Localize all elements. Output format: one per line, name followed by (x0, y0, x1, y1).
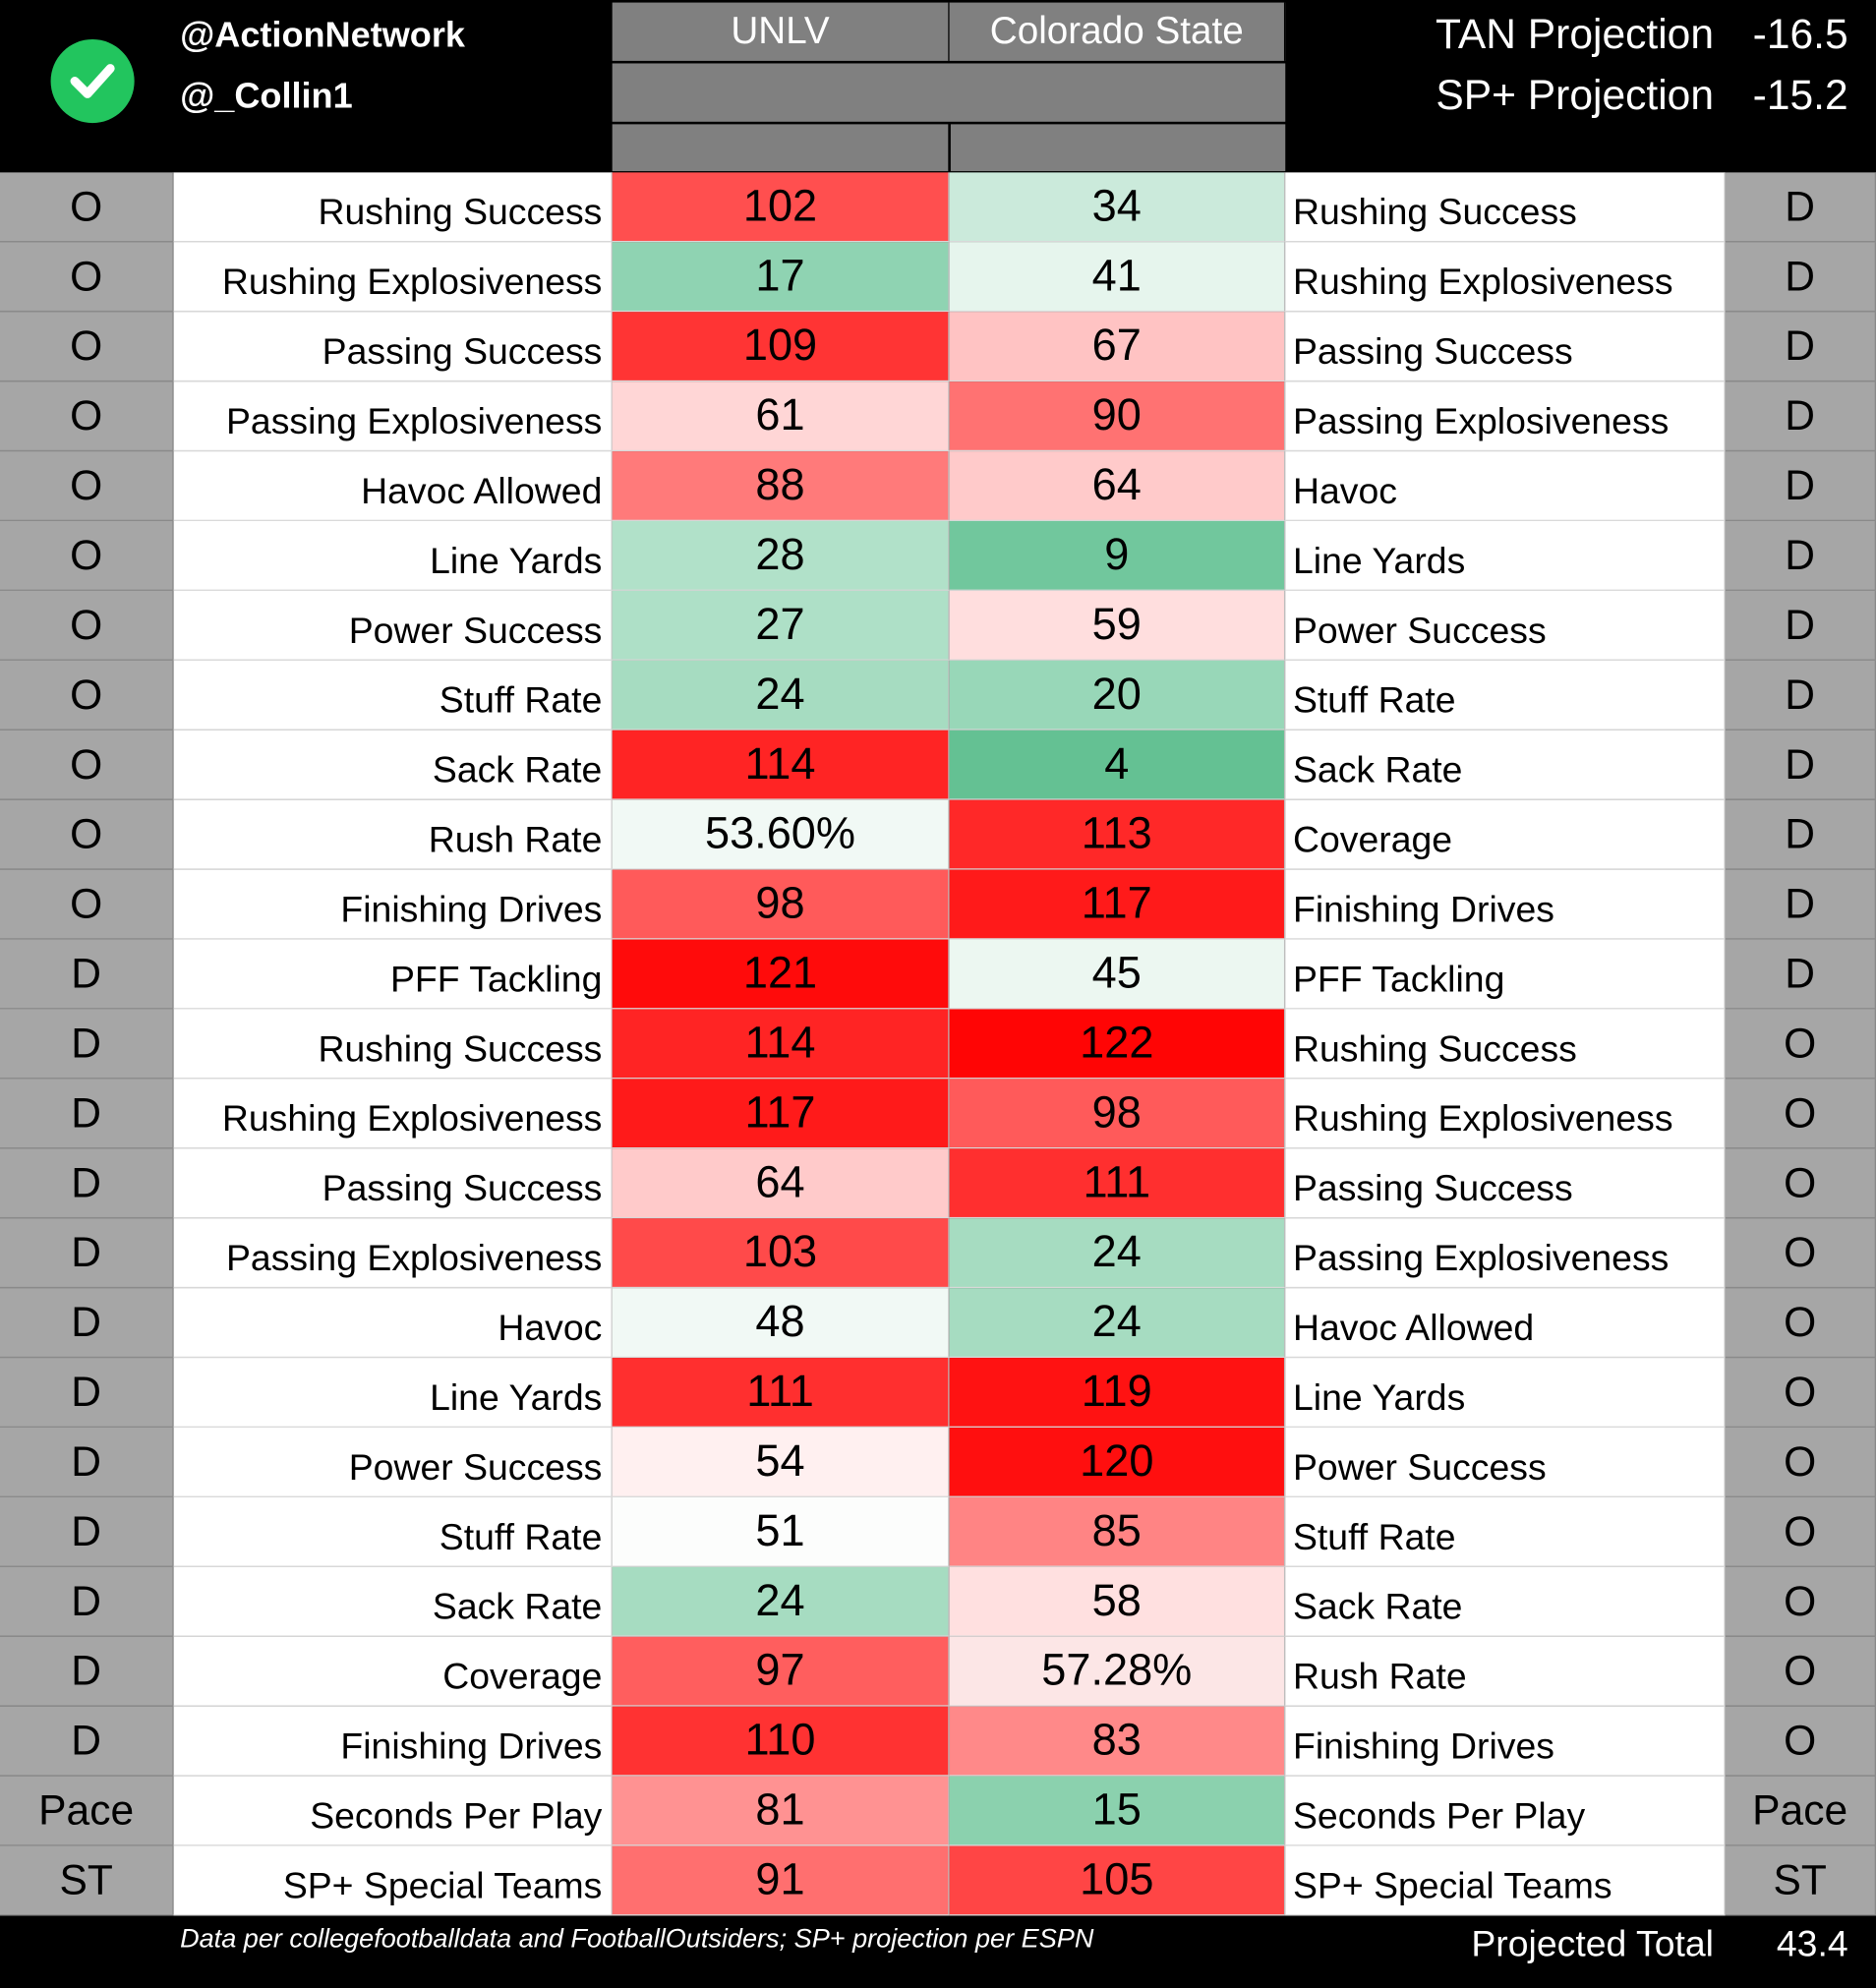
side-label-left: D (0, 1637, 174, 1707)
side-label-right: D (1726, 870, 1876, 940)
metric-label-right: Rushing Success (1285, 172, 1725, 242)
team-header-left: UNLV (613, 3, 950, 61)
side-label-right: O (1726, 1428, 1876, 1497)
metric-label-right: Rush Rate (1285, 1637, 1725, 1707)
unlv-value: 121 (613, 940, 950, 1010)
metric-label-left: Rushing Explosiveness (174, 1079, 613, 1148)
metric-label-right: Passing Explosiveness (1285, 381, 1725, 451)
unlv-value: 61 (613, 381, 950, 451)
colorado-state-value: 122 (950, 1009, 1286, 1079)
metric-label-right: PFF Tackling (1285, 940, 1725, 1010)
table-row (0, 1358, 1876, 1428)
side-label-left: ST (0, 1846, 174, 1916)
table-row (0, 731, 1876, 800)
metric-label-left: Coverage (174, 1637, 613, 1707)
metric-label-right: Rushing Explosiveness (1285, 242, 1725, 312)
colorado-state-value: 9 (950, 521, 1286, 591)
unlv-value: 48 (613, 1288, 950, 1358)
unlv-value: 117 (613, 1079, 950, 1148)
metric-label-right: Line Yards (1285, 521, 1725, 591)
metric-label-left: Line Yards (174, 1358, 613, 1428)
metric-label-right: Passing Success (1285, 312, 1725, 381)
side-label-left: O (0, 661, 174, 731)
metric-label-left: Rush Rate (174, 800, 613, 870)
table-row (0, 381, 1876, 451)
metric-label-right: Finishing Drives (1285, 1707, 1725, 1777)
unlv-value: 53.60% (613, 800, 950, 870)
metric-label-left: Sack Rate (174, 731, 613, 800)
colorado-state-value: 119 (950, 1358, 1286, 1428)
metric-label-right: Power Success (1285, 1428, 1725, 1497)
side-label-left: D (0, 1358, 174, 1428)
side-label-left: O (0, 800, 174, 870)
unlv-value: 28 (613, 521, 950, 591)
metric-label-left: Havoc Allowed (174, 451, 613, 521)
table-row (0, 1497, 1876, 1567)
projected-total-label: Projected Total (1471, 1924, 1714, 1965)
side-label-left: D (0, 1218, 174, 1288)
unlv-value: 54 (613, 1428, 950, 1497)
unlv-value: 51 (613, 1497, 950, 1567)
colorado-state-value: 64 (950, 451, 1286, 521)
tan-projection-label: TAN Projection (1436, 10, 1714, 58)
metric-label-right: Sack Rate (1285, 1567, 1725, 1637)
colorado-state-value: 41 (950, 242, 1286, 312)
metric-label-right: SP+ Special Teams (1285, 1846, 1725, 1916)
table-row (0, 940, 1876, 1010)
colorado-state-value: 67 (950, 312, 1286, 381)
side-label-right: D (1726, 381, 1876, 451)
side-label-right: D (1726, 661, 1876, 731)
side-label-right: O (1726, 1009, 1876, 1079)
side-label-right: O (1726, 1218, 1876, 1288)
table-row (0, 521, 1876, 591)
metric-label-left: Passing Success (174, 312, 613, 381)
side-label-right: O (1726, 1358, 1876, 1428)
metric-label-right: Stuff Rate (1285, 661, 1725, 731)
side-label-left: D (0, 940, 174, 1010)
metric-label-right: Coverage (1285, 800, 1725, 870)
metric-label-left: Rushing Success (174, 1009, 613, 1079)
header-band-right (951, 124, 1285, 171)
colorado-state-value: 20 (950, 661, 1286, 731)
metric-label-right: Sack Rate (1285, 731, 1725, 800)
handle-action-network: @ActionNetwork (180, 15, 465, 55)
side-label-left: O (0, 381, 174, 451)
side-label-right: D (1726, 451, 1876, 521)
metric-label-left: Power Success (174, 1428, 613, 1497)
table-row (0, 800, 1876, 870)
side-label-right: D (1726, 521, 1876, 591)
metric-label-left: Sack Rate (174, 1567, 613, 1637)
table-row (0, 242, 1876, 312)
table-row (0, 1428, 1876, 1497)
metric-label-left: SP+ Special Teams (174, 1846, 613, 1916)
colorado-state-value: 90 (950, 381, 1286, 451)
side-label-right: O (1726, 1567, 1876, 1637)
colorado-state-value: 24 (950, 1218, 1286, 1288)
unlv-value: 24 (613, 1567, 950, 1637)
side-label-right: D (1726, 940, 1876, 1010)
metric-label-left: PFF Tackling (174, 940, 613, 1010)
side-label-right: O (1726, 1497, 1876, 1567)
unlv-value: 114 (613, 1009, 950, 1079)
side-label-left: O (0, 312, 174, 381)
unlv-value: 17 (613, 242, 950, 312)
table-row (0, 1846, 1876, 1916)
side-label-right: D (1726, 172, 1876, 242)
colorado-state-value: 98 (950, 1079, 1286, 1148)
sp-projection-value: -15.2 (1752, 71, 1848, 118)
colorado-state-value: 4 (950, 731, 1286, 800)
side-label-right: D (1726, 312, 1876, 381)
colorado-state-value: 58 (950, 1567, 1286, 1637)
table-row (0, 172, 1876, 242)
colorado-state-value: 111 (950, 1148, 1286, 1218)
side-label-left: D (0, 1079, 174, 1148)
metric-label-left: Passing Explosiveness (174, 381, 613, 451)
side-label-left: Pace (0, 1777, 174, 1846)
table-row (0, 1707, 1876, 1777)
metric-label-left: Finishing Drives (174, 870, 613, 940)
metric-label-left: Passing Explosiveness (174, 1218, 613, 1288)
side-label-left: O (0, 242, 174, 312)
handle-collin: @_Collin1 (180, 76, 353, 116)
side-label-left: O (0, 172, 174, 242)
metric-label-left: Rushing Success (174, 172, 613, 242)
unlv-value: 109 (613, 312, 950, 381)
unlv-value: 97 (613, 1637, 950, 1707)
side-label-right: D (1726, 731, 1876, 800)
metric-label-left: Finishing Drives (174, 1707, 613, 1777)
check-badge-icon (51, 39, 135, 123)
metric-label-right: Stuff Rate (1285, 1497, 1725, 1567)
side-label-left: D (0, 1567, 174, 1637)
unlv-value: 27 (613, 591, 950, 661)
side-label-left: O (0, 521, 174, 591)
side-label-left: D (0, 1707, 174, 1777)
unlv-value: 111 (613, 1358, 950, 1428)
unlv-value: 110 (613, 1707, 950, 1777)
side-label-right: D (1726, 591, 1876, 661)
tan-projection-value: -16.5 (1752, 10, 1848, 58)
data-source-note: Data per collegefootballdata and FootballOutsiders; SP+ projection per ESPN (180, 1924, 1094, 1955)
side-label-left: D (0, 1148, 174, 1218)
side-label-left: O (0, 870, 174, 940)
colorado-state-value: 105 (950, 1846, 1286, 1916)
projected-total-value: 43.4 (1776, 1924, 1848, 1965)
side-label-right: O (1726, 1637, 1876, 1707)
unlv-value: 114 (613, 731, 950, 800)
side-label-right: O (1726, 1288, 1876, 1358)
table-row (0, 1777, 1876, 1846)
table-row (0, 870, 1876, 940)
metric-label-right: Havoc Allowed (1285, 1288, 1725, 1358)
side-label-right: O (1726, 1148, 1876, 1218)
colorado-state-value: 45 (950, 940, 1286, 1010)
colorado-state-value: 117 (950, 870, 1286, 940)
side-label-right: D (1726, 800, 1876, 870)
side-label-left: D (0, 1428, 174, 1497)
metric-label-right: Line Yards (1285, 1358, 1725, 1428)
table-row (0, 1567, 1876, 1637)
unlv-value: 24 (613, 661, 950, 731)
colorado-state-value: 15 (950, 1777, 1286, 1846)
team-header-right: Colorado State (950, 3, 1286, 61)
side-label-right: O (1726, 1079, 1876, 1148)
colorado-state-value: 83 (950, 1707, 1286, 1777)
side-label-left: D (0, 1288, 174, 1358)
unlv-value: 98 (613, 870, 950, 940)
colorado-state-value: 59 (950, 591, 1286, 661)
colorado-state-value: 113 (950, 800, 1286, 870)
colorado-state-value: 57.28% (950, 1637, 1286, 1707)
unlv-value: 88 (613, 451, 950, 521)
side-label-left: O (0, 451, 174, 521)
side-label-right: O (1726, 1707, 1876, 1777)
metric-label-left: Stuff Rate (174, 661, 613, 731)
colorado-state-value: 24 (950, 1288, 1286, 1358)
table-row (0, 661, 1876, 731)
metric-label-right: Passing Success (1285, 1148, 1725, 1218)
metric-label-right: Finishing Drives (1285, 870, 1725, 940)
metric-label-right: Power Success (1285, 591, 1725, 661)
metric-label-left: Passing Success (174, 1148, 613, 1218)
table-row (0, 1288, 1876, 1358)
table-row (0, 1218, 1876, 1288)
table-row (0, 591, 1876, 661)
unlv-value: 81 (613, 1777, 950, 1846)
side-label-left: O (0, 731, 174, 800)
metric-label-right: Rushing Success (1285, 1009, 1725, 1079)
colorado-state-value: 34 (950, 172, 1286, 242)
metric-label-left: Stuff Rate (174, 1497, 613, 1567)
unlv-value: 91 (613, 1846, 950, 1916)
sp-projection-label: SP+ Projection (1436, 71, 1714, 118)
header-band-left (613, 124, 949, 171)
table-row (0, 1637, 1876, 1707)
table-row (0, 1009, 1876, 1079)
metric-label-right: Havoc (1285, 451, 1725, 521)
metric-label-left: Power Success (174, 591, 613, 661)
side-label-left: D (0, 1009, 174, 1079)
table-row (0, 312, 1876, 381)
colorado-state-value: 120 (950, 1428, 1286, 1497)
unlv-value: 64 (613, 1148, 950, 1218)
side-label-left: D (0, 1497, 174, 1567)
metric-label-left: Rushing Explosiveness (174, 242, 613, 312)
table-row (0, 1079, 1876, 1148)
header-band-middle (613, 63, 1286, 121)
table-row (0, 451, 1876, 521)
side-label-right: ST (1726, 1846, 1876, 1916)
metric-label-right: Rushing Explosiveness (1285, 1079, 1725, 1148)
unlv-value: 103 (613, 1218, 950, 1288)
metric-label-left: Havoc (174, 1288, 613, 1358)
side-label-right: Pace (1726, 1777, 1876, 1846)
metric-label-right: Passing Explosiveness (1285, 1218, 1725, 1288)
side-label-left: O (0, 591, 174, 661)
metric-label-left: Line Yards (174, 521, 613, 591)
metric-label-right: Seconds Per Play (1285, 1777, 1725, 1846)
unlv-value: 102 (613, 172, 950, 242)
metric-label-left: Seconds Per Play (174, 1777, 613, 1846)
side-label-right: D (1726, 242, 1876, 312)
colorado-state-value: 85 (950, 1497, 1286, 1567)
table-row (0, 1148, 1876, 1218)
